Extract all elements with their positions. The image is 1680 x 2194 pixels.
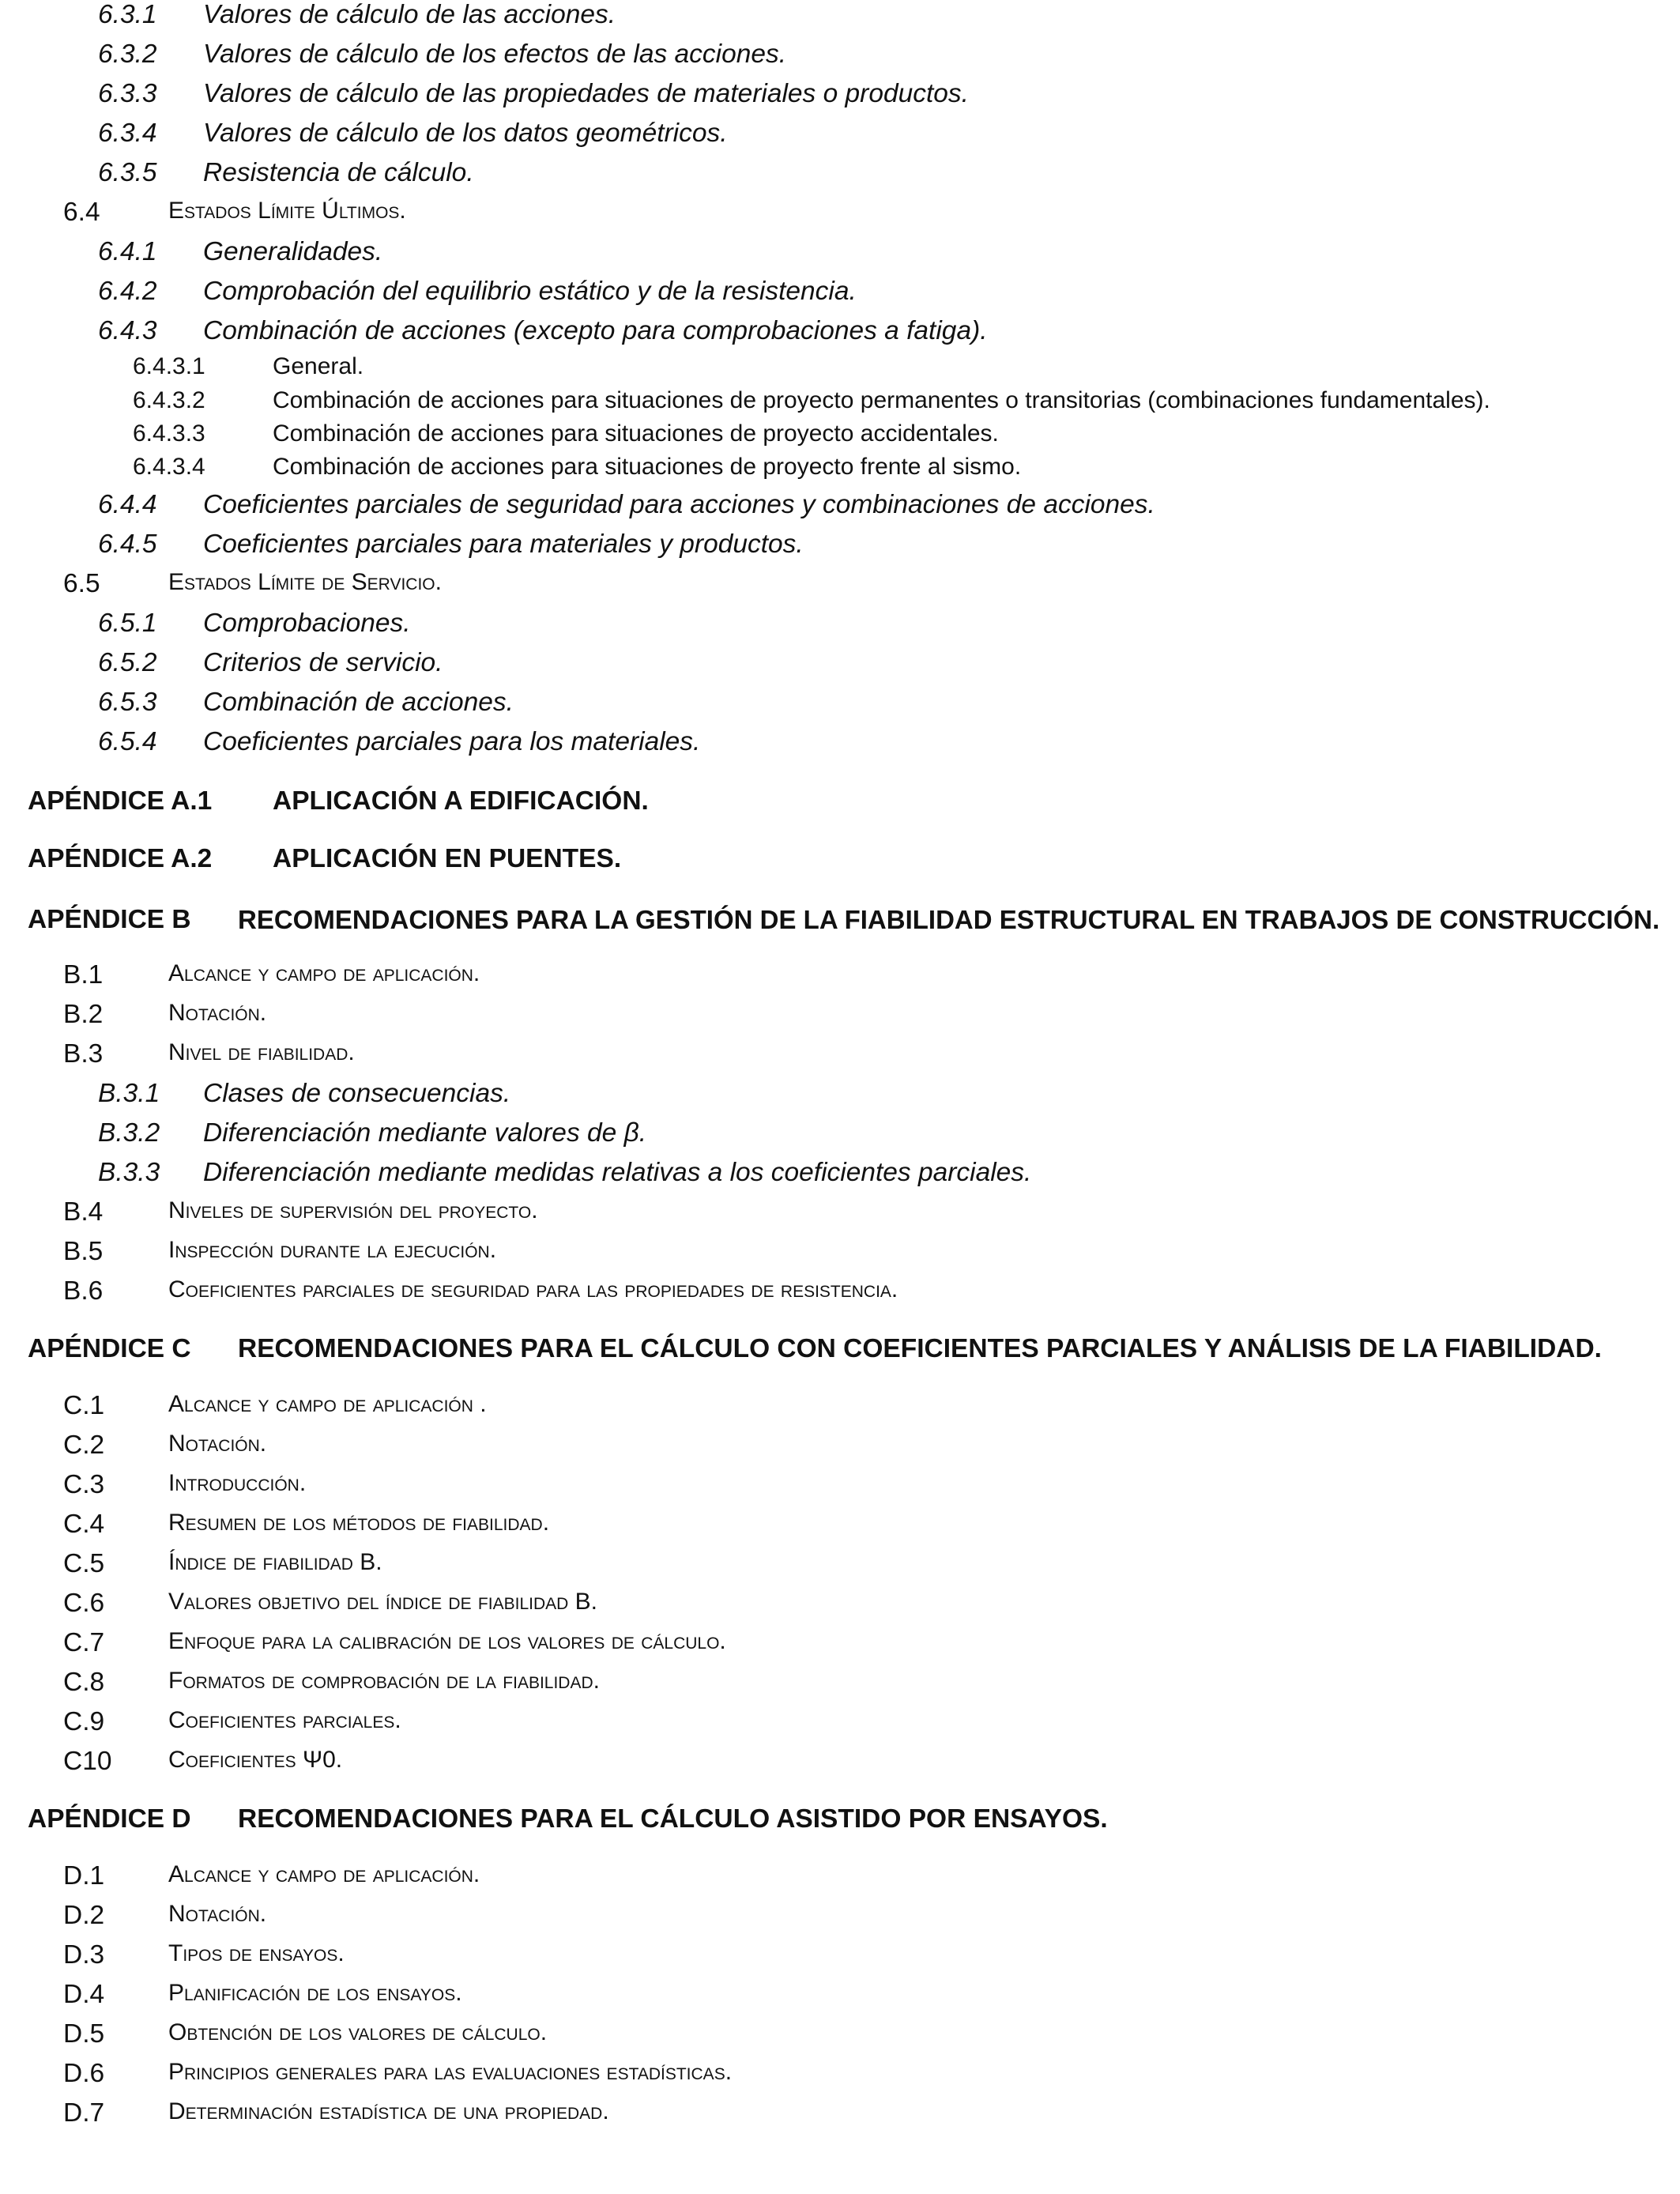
- toc-entry-title: Inspección durante la ejecución.: [168, 1237, 497, 1263]
- toc-entry-title: Nivel de fiabilidad.: [168, 1039, 355, 1065]
- toc-entry-title: Comprobación del equilibrio estático y de la resistencia.: [203, 277, 857, 306]
- toc-entry-number: D.3: [63, 1940, 105, 1970]
- toc-entry-number: B.1: [63, 960, 104, 990]
- toc-entry-title: Clases de consecuencias.: [203, 1079, 511, 1108]
- toc-entry-title: Coeficientes parciales de seguridad para las propiedades de resistencia.: [168, 1276, 898, 1302]
- toc-entry-number: D.1: [63, 1861, 105, 1891]
- toc-entry-number: C.1: [63, 1391, 105, 1420]
- toc-entry-title: Comprobaciones.: [203, 609, 411, 638]
- toc-entry-number: B.6: [63, 1276, 104, 1306]
- toc-entry-number: 6.4.2: [98, 277, 157, 306]
- toc-entry-title: Coeficientes parciales de seguridad para acciones y combinaciones de acciones.: [203, 490, 1155, 519]
- toc-entry-number: B.3.3: [98, 1158, 160, 1187]
- toc-entry-title: Estados Límite Últimos.: [168, 198, 406, 224]
- toc-entry-number: C.8: [63, 1668, 105, 1697]
- toc-entry-title: Combinación de acciones (excepto para comprobaciones a fatiga).: [203, 316, 988, 345]
- toc-entry-title: RECOMENDACIONES PARA EL CÁLCULO ASISTIDO POR ENSAYOS.: [238, 1804, 1108, 1834]
- toc-entry-title: Planificación de los ensayos.: [168, 1980, 462, 2006]
- toc-entry-title: Combinación de acciones.: [203, 688, 514, 717]
- toc-entry-title: Notación.: [168, 1431, 267, 1457]
- toc-entry-number: 6.4: [63, 198, 100, 227]
- toc-entry-number: 6.3.3: [98, 79, 157, 108]
- toc-entry-number: C.3: [63, 1470, 105, 1499]
- toc-entry-title: RECOMENDACIONES PARA EL CÁLCULO CON COEFICIENTES PARCIALES Y ANÁLISIS DE LA FIABILIDAD.: [238, 1334, 1602, 1363]
- toc-entry-number: B.2: [63, 1000, 104, 1029]
- toc-entry-number: 6.4.1: [98, 237, 157, 266]
- toc-entry-title: APLICACIÓN EN PUENTES.: [273, 844, 622, 873]
- toc-entry-title: Criterios de servicio.: [203, 648, 443, 677]
- toc-entry-number: 6.4.3.1: [133, 353, 205, 379]
- toc-entry-number: C.9: [63, 1707, 105, 1736]
- toc-entry-number: C10: [63, 1747, 112, 1776]
- toc-entry-title: Introducción.: [168, 1470, 307, 1496]
- toc-entry-number: B.5: [63, 1237, 104, 1266]
- toc-entry-title: Niveles de supervisión del proyecto.: [168, 1197, 538, 1223]
- toc-entry-number: 6.3.1: [98, 0, 157, 29]
- toc-entry-title: Alcance y campo de aplicación.: [168, 960, 480, 986]
- toc-entry-title: Coeficientes parciales para materiales y productos.: [203, 530, 804, 559]
- toc-entry-number: 6.5: [63, 569, 100, 598]
- toc-entry-number: 6.5.4: [98, 727, 157, 756]
- toc-entry-title: Estados Límite de Servicio.: [168, 569, 442, 595]
- toc-entry-number: D.6: [63, 2059, 105, 2088]
- toc-entry-title: Valores de cálculo de los datos geométricos.: [203, 119, 728, 148]
- toc-entry-title: Generalidades.: [203, 237, 383, 266]
- toc-entry-title: General.: [273, 353, 364, 379]
- toc-entry-title: Resistencia de cálculo.: [203, 158, 474, 187]
- toc-entry-title: Valores de cálculo de los efectos de las acciones.: [203, 40, 787, 69]
- toc-entry-number: 6.5.2: [98, 648, 157, 677]
- toc-entry-number: APÉNDICE D: [28, 1804, 191, 1834]
- toc-entry-number: 6.5.3: [98, 688, 157, 717]
- toc-entry-title: Determinación estadística de una propiedad.: [168, 2098, 609, 2124]
- toc-entry-title: Principios generales para las evaluaciones estadísticas.: [168, 2059, 733, 2085]
- toc-entry-title: Alcance y campo de aplicación.: [168, 1861, 480, 1887]
- toc-entry-number: APÉNDICE A.2: [28, 844, 213, 873]
- toc-entry-number: 6.4.3.3: [133, 420, 205, 447]
- toc-entry-number: D.2: [63, 1901, 105, 1930]
- toc-entry-title: Índice de fiabilidad B.: [168, 1549, 382, 1575]
- toc-entry-title: Notación.: [168, 1901, 267, 1927]
- toc-entry-number: 6.5.1: [98, 609, 157, 638]
- toc-entry-number: C.4: [63, 1510, 105, 1539]
- toc-entry-title: Diferenciación mediante medidas relativas a los coeficientes parciales.: [203, 1158, 1032, 1187]
- toc-entry-number: APÉNDICE C: [28, 1334, 191, 1363]
- toc-entry-title: Coeficientes parciales.: [168, 1707, 401, 1733]
- toc-entry-number: 6.4.3: [98, 316, 157, 345]
- toc-entry-title: Coeficientes parciales para los materiales.: [203, 727, 701, 756]
- toc-entry-title: Valores de cálculo de las acciones.: [203, 0, 616, 29]
- toc-entry-number: B.3.2: [98, 1118, 160, 1148]
- toc-entry-title: Obtención de los valores de cálculo.: [168, 2019, 548, 2045]
- toc-entry-number: 6.3.4: [98, 119, 157, 148]
- toc-entry-number: 6.4.3.4: [133, 454, 205, 480]
- toc-entry-number: 6.3.5: [98, 158, 157, 187]
- toc-entry-number: C.7: [63, 1628, 105, 1657]
- toc-entry-number: 6.3.2: [98, 40, 157, 69]
- toc-entry-number: D.5: [63, 2019, 105, 2049]
- toc-entry-title: Tipos de ensayos.: [168, 1940, 345, 1966]
- toc-entry-title: Combinación de acciones para situaciones de proyecto accidentales.: [273, 420, 999, 447]
- toc-entry-number: APÉNDICE B: [28, 905, 191, 934]
- toc-entry-number: B.4: [63, 1197, 104, 1227]
- toc-entry-number: D.7: [63, 2098, 105, 2128]
- toc-entry-title: Formatos de comprobación de la fiabilidad.: [168, 1668, 600, 1694]
- toc-entry-number: C.6: [63, 1589, 105, 1618]
- toc-entry-number: D.4: [63, 1980, 105, 2009]
- toc-entry-number: APÉNDICE A.1: [28, 786, 213, 816]
- toc-entry-number: B.3: [63, 1039, 104, 1069]
- toc-entry-title: Combinación de acciones para situaciones de proyecto frente al sismo.: [273, 454, 1022, 480]
- toc-entry-number: 6.4.3.2: [133, 387, 205, 413]
- toc-entry-title: RECOMENDACIONES PARA LA GESTIÓN DE LA FIABILIDAD ESTRUCTURAL EN TRABAJOS DE CONSTRUCCIÓN.: [238, 905, 1660, 934]
- toc-entry-title: Valores de cálculo de las propiedades de materiales o productos.: [203, 79, 969, 108]
- toc-entry-number: C.2: [63, 1431, 105, 1460]
- toc-entry-number: B.3.1: [98, 1079, 160, 1108]
- toc-entry-title: Combinación de acciones para situaciones de proyecto permanentes o transitorias (combinaciones fundamentales).: [273, 387, 1490, 413]
- toc-entry-number: 6.4.4: [98, 490, 157, 519]
- toc-entry-title: Resumen de los métodos de fiabilidad.: [168, 1510, 550, 1536]
- toc-entry-title: Valores objetivo del índice de fiabilidad B.: [168, 1589, 597, 1615]
- toc-entry-title: Notación.: [168, 1000, 267, 1026]
- toc-entry-number: C.5: [63, 1549, 105, 1578]
- toc-entry-title: Diferenciación mediante valores de β.: [203, 1118, 647, 1148]
- toc-entry-title: Alcance y campo de aplicación .: [168, 1391, 487, 1417]
- toc-entry-title: Coeficientes Ψ0.: [168, 1747, 343, 1773]
- toc-entry-title: Enfoque para la calibración de los valores de cálculo.: [168, 1628, 726, 1654]
- toc-entry-number: 6.4.5: [98, 530, 157, 559]
- toc-entry-title: APLICACIÓN A EDIFICACIÓN.: [273, 786, 649, 816]
